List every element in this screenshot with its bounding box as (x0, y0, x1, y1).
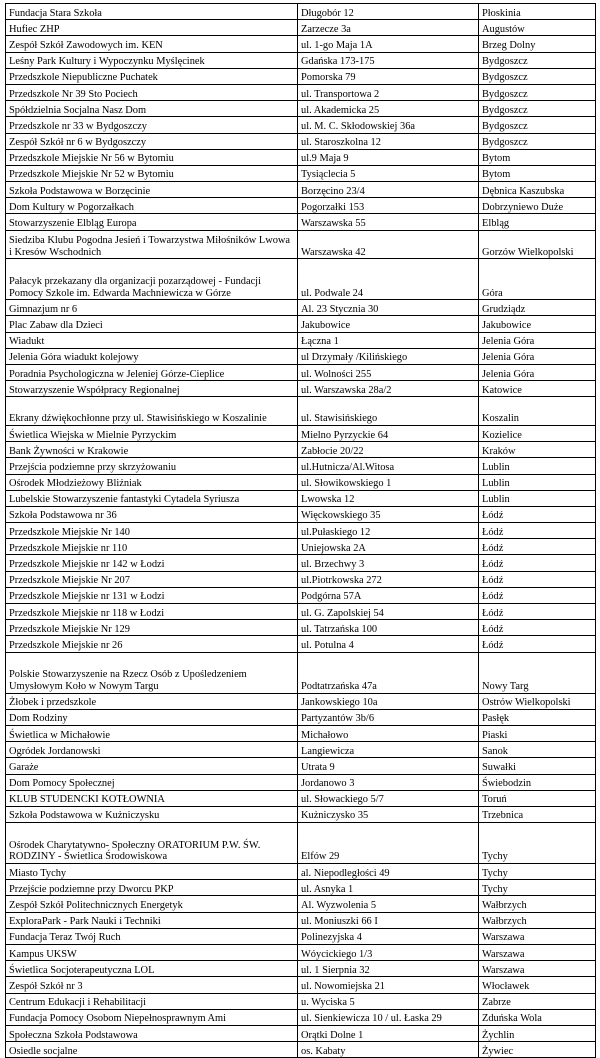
city-cell: Dębnica Kaszubska (479, 182, 596, 198)
address-cell: Kużniczysko 35 (298, 806, 479, 822)
organization-name-cell: Szkoła Podstawowa w Kużniczysku (6, 806, 298, 822)
city-cell: Żychlin (479, 1025, 596, 1041)
address-cell: ul. Moniuszki 66 I (298, 912, 479, 928)
address-cell: ul. Akademicka 25 (298, 101, 479, 117)
address-cell: ul. Stawisińskiego (298, 397, 479, 426)
city-cell: Żywiec (479, 1042, 596, 1058)
city-cell: Wałbrzych (479, 912, 596, 928)
organization-name-cell: Przedszkole Miejskie Nr 129 (6, 620, 298, 636)
organization-name-cell: Dom Rodziny (6, 709, 298, 725)
city-cell: Lublin (479, 474, 596, 490)
city-cell: Katowice (479, 381, 596, 397)
address-cell: Zabłocie 20/22 (298, 442, 479, 458)
address-cell: ul. Brzechwy 3 (298, 555, 479, 571)
table-row (6, 880, 596, 896)
organization-name-cell: Dom Pomocy Społecznej (6, 774, 298, 790)
table-row (6, 725, 596, 741)
organization-name-cell: Zespół Szkół nr 3 (6, 977, 298, 993)
table-row (6, 1025, 596, 1041)
address-cell: ul. Słowikowskiego 1 (298, 474, 479, 490)
organization-name-cell: Przedszkole Miejskie Nr 52 w Bytomiu (6, 165, 298, 181)
address-cell: Elfów 29 (298, 823, 479, 864)
table-row (6, 316, 596, 332)
table-row (6, 259, 596, 300)
organization-name-cell: Osiedle socjalne (6, 1042, 298, 1058)
address-cell: Partyzantów 3b/6 (298, 709, 479, 725)
organization-name-cell: Ekrany dźwiękochłonne przy ul. Stawisińskiego w Koszalinie (6, 397, 298, 426)
organization-name-cell: Bank Żywności w Krakowie (6, 442, 298, 458)
table-row (6, 397, 596, 426)
address-cell: Lwowska 12 (298, 490, 479, 506)
city-cell: Wałbrzych (479, 896, 596, 912)
organization-name-cell: Poradnia Psychologiczna w Jeleniej Górze-Cieplice (6, 364, 298, 380)
table-row (6, 490, 596, 506)
table-row (6, 928, 596, 944)
city-cell: Kozielice (479, 425, 596, 441)
city-cell: Łódź (479, 523, 596, 539)
address-cell: Tysiąclecia 5 (298, 165, 479, 181)
city-cell: Kraków (479, 442, 596, 458)
table-row (6, 523, 596, 539)
organization-name-cell: Przedszkole Nr 39 Sto Pociech (6, 84, 298, 100)
city-cell: Płoskinia (479, 4, 596, 20)
city-cell: Tychy (479, 880, 596, 896)
table-row (6, 758, 596, 774)
city-cell: Ostrów Wielkopolski (479, 693, 596, 709)
table-row (6, 381, 596, 397)
organization-name-cell: Jelenia Góra wiadukt kolejowy (6, 348, 298, 364)
address-cell: Polinezyjska 4 (298, 928, 479, 944)
organization-name-cell: Społeczna Szkoła Podstawowa (6, 1025, 298, 1041)
table-row (6, 693, 596, 709)
table-row (6, 742, 596, 758)
table-row (6, 84, 596, 100)
city-cell: Warszawa (479, 961, 596, 977)
city-cell: Bydgoszcz (479, 52, 596, 68)
organization-name-cell: Fundacja Pomocy Osobom Niepełnosprawnym Ami (6, 1009, 298, 1025)
organization-name-cell: Świetlica Wiejska w Mielnie Pyrzyckim (6, 425, 298, 441)
organization-name-cell: Przejście podziemne przy Dworcu PKP (6, 880, 298, 896)
table-row (6, 636, 596, 652)
address-cell: Długobór 12 (298, 4, 479, 20)
city-cell: Sanok (479, 742, 596, 758)
organization-name-cell: Stowarzyszenie Współpracy Regionalnej (6, 381, 298, 397)
table-row (6, 912, 596, 928)
table-row (6, 774, 596, 790)
organization-name-cell: Przedszkole Miejskie nr 131 w Łodzi (6, 587, 298, 603)
table-row (6, 117, 596, 133)
address-cell: ul.Pułaskiego 12 (298, 523, 479, 539)
organization-name-cell: Wiadukt (6, 332, 298, 348)
city-cell: Tychy (479, 823, 596, 864)
table-row (6, 149, 596, 165)
table-row (6, 571, 596, 587)
address-cell: Wóycickiego 1/3 (298, 945, 479, 961)
address-cell: Więckowskiego 35 (298, 506, 479, 522)
city-cell: Łódź (479, 636, 596, 652)
table-row (6, 604, 596, 620)
address-cell: ul. Wolności 255 (298, 364, 479, 380)
table-row (6, 332, 596, 348)
address-cell: Michałowo (298, 725, 479, 741)
table-row (6, 20, 596, 36)
address-cell: ul. M. C. Skłodowskiej 36a (298, 117, 479, 133)
locations-table-body (6, 4, 596, 1058)
organization-name-cell: Garaże (6, 758, 298, 774)
organization-name-cell: Przedszkole Miejskie Nr 207 (6, 571, 298, 587)
table-row (6, 806, 596, 822)
address-cell: ul. Sienkiewicza 10 / ul. Łaska 29 (298, 1009, 479, 1025)
table-row (6, 364, 596, 380)
city-cell: Łódź (479, 555, 596, 571)
city-cell: Warszawa (479, 928, 596, 944)
city-cell: Bydgoszcz (479, 101, 596, 117)
address-cell: Warszawska 42 (298, 230, 479, 259)
organization-name-cell: Szkoła Podstawowa w Borzęcinie (6, 182, 298, 198)
table-row (6, 1009, 596, 1025)
city-cell: Grudziądz (479, 300, 596, 316)
table-row (6, 474, 596, 490)
table-row (6, 539, 596, 555)
city-cell: Łódź (479, 571, 596, 587)
table-row (6, 182, 596, 198)
address-cell: Zarzecze 3a (298, 20, 479, 36)
address-cell: Podtatrzańska 47a (298, 652, 479, 693)
address-cell: ul. Potulna 4 (298, 636, 479, 652)
table-row (6, 977, 596, 993)
address-cell: ul. 1 Sierpnia 32 (298, 961, 479, 977)
organization-name-cell: Spółdzielnia Socjalna Nasz Dom (6, 101, 298, 117)
city-cell: Koszalin (479, 397, 596, 426)
address-cell: ul.9 Maja 9 (298, 149, 479, 165)
city-cell: Toruń (479, 790, 596, 806)
city-cell: Piaski (479, 725, 596, 741)
table-row (6, 101, 596, 117)
address-cell: Mielno Pyrzyckie 64 (298, 425, 479, 441)
city-cell: Łódź (479, 620, 596, 636)
address-cell: ul. Staroszkolna 12 (298, 133, 479, 149)
organization-name-cell: Świetlica Socjoterapeutyczna LOL (6, 961, 298, 977)
address-cell: Warszawska 55 (298, 214, 479, 230)
address-cell: ul. Nowomiejska 21 (298, 977, 479, 993)
city-cell: Jelenia Góra (479, 364, 596, 380)
table-row (6, 36, 596, 52)
city-cell: Bytom (479, 149, 596, 165)
city-cell: Bydgoszcz (479, 133, 596, 149)
table-row (6, 458, 596, 474)
table-row (6, 300, 596, 316)
table-row (6, 68, 596, 84)
city-cell: Elbląg (479, 214, 596, 230)
address-cell: ul. Transportowa 2 (298, 84, 479, 100)
address-cell: ul. 1-go Maja 1A (298, 36, 479, 52)
table-row (6, 1042, 596, 1058)
city-cell: Gorzów Wielkopolski (479, 230, 596, 259)
organization-name-cell: Przedszkole Miejskie nr 110 (6, 539, 298, 555)
organization-name-cell: Przedszkole Miejskie Nr 140 (6, 523, 298, 539)
table-row (6, 425, 596, 441)
organization-name-cell: Przejścia podziemne przy skrzyżowaniu (6, 458, 298, 474)
table-row (6, 506, 596, 522)
address-cell: Jordanowo 3 (298, 774, 479, 790)
table-row (6, 790, 596, 806)
organization-name-cell: Lubelskie Stowarzyszenie fantastyki Cytadela Syriusza (6, 490, 298, 506)
address-cell: os. Kabaty (298, 1042, 479, 1058)
city-cell: Świebodzin (479, 774, 596, 790)
city-cell: Jelenia Góra (479, 348, 596, 364)
city-cell: Bydgoszcz (479, 117, 596, 133)
address-cell: Jankowskiego 10a (298, 693, 479, 709)
address-cell: Podgórna 57A (298, 587, 479, 603)
address-cell: ul. Słowackiego 5/7 (298, 790, 479, 806)
organization-name-cell: KLUB STUDENCKI KOTŁOWNIA (6, 790, 298, 806)
table-row (6, 214, 596, 230)
address-cell: ul.Piotrkowska 272 (298, 571, 479, 587)
address-cell: Langiewicza (298, 742, 479, 758)
city-cell: Łódź (479, 604, 596, 620)
table-row (6, 230, 596, 259)
organization-name-cell: Hufiec ZHP (6, 20, 298, 36)
address-cell: ul Drzymały /Kilińskiego (298, 348, 479, 364)
table-row (6, 348, 596, 364)
organization-name-cell: Centrum Edukacji i Rehabilitacji (6, 993, 298, 1009)
organization-name-cell: Fundacja Stara Szkoła (6, 4, 298, 20)
organization-name-cell: Zespół Szkół Zawodowych im. KEN (6, 36, 298, 52)
address-cell: Pogorzałki 153 (298, 198, 479, 214)
city-cell: Dobrzyniewo Duże (479, 198, 596, 214)
address-cell: Pomorska 79 (298, 68, 479, 84)
table-row (6, 709, 596, 725)
city-cell: Jelenia Góra (479, 332, 596, 348)
address-cell: Al. Wyzwolenia 5 (298, 896, 479, 912)
city-cell: Augustów (479, 20, 596, 36)
organization-name-cell: Przedszkole Miejskie nr 142 w Łodzi (6, 555, 298, 571)
city-cell: Tychy (479, 864, 596, 880)
address-cell: u. Wyciska 5 (298, 993, 479, 1009)
organization-name-cell: Polskie Stowarzyszenie na Rzecz Osób z Upośledzeniem Umysłowym Koło w Nowym Targu (6, 652, 298, 693)
city-cell: Trzebnica (479, 806, 596, 822)
city-cell: Łódź (479, 539, 596, 555)
table-row (6, 4, 596, 20)
organization-name-cell: Pałacyk przekazany dla organizacji pozarządowej - Fundacji Pomocy Szkole im. Edwarda Machniewicza w Górze (6, 259, 298, 300)
organization-name-cell: Leśny Park Kultury i Wypoczynku Myślęcinek (6, 52, 298, 68)
organization-name-cell: Przedszkole Niepubliczne Puchatek (6, 68, 298, 84)
organization-name-cell: Miasto Tychy (6, 864, 298, 880)
table-row (6, 896, 596, 912)
organization-name-cell: Zespół Szkół nr 6 w Bydgoszczy (6, 133, 298, 149)
organization-name-cell: Stowarzyszenie Elbląg Europa (6, 214, 298, 230)
address-cell: ul. Podwale 24 (298, 259, 479, 300)
city-cell: Pasłęk (479, 709, 596, 725)
city-cell: Zduńska Wola (479, 1009, 596, 1025)
table-row (6, 52, 596, 68)
city-cell: Warszawa (479, 945, 596, 961)
address-cell: ul. Tatrzańska 100 (298, 620, 479, 636)
address-cell: Gdańska 173-175 (298, 52, 479, 68)
city-cell: Góra (479, 259, 596, 300)
organization-name-cell: Przedszkole Miejskie nr 26 (6, 636, 298, 652)
table-row (6, 587, 596, 603)
organization-name-cell: Fundacja Teraz Twój Ruch (6, 928, 298, 944)
organization-name-cell: Plac Zabaw dla Dzieci (6, 316, 298, 332)
address-cell: Borzęcino 23/4 (298, 182, 479, 198)
table-row (6, 961, 596, 977)
table-row (6, 652, 596, 693)
address-cell: Orątki Dolne 1 (298, 1025, 479, 1041)
table-row (6, 993, 596, 1009)
organization-name-cell: ExploraPark - Park Nauki i Techniki (6, 912, 298, 928)
locations-table (5, 3, 596, 1058)
table-row (6, 133, 596, 149)
city-cell: Włocławek (479, 977, 596, 993)
organization-name-cell: Przedszkole Miejskie nr 118 w Łodzi (6, 604, 298, 620)
address-cell: ul. G. Zapolskiej 54 (298, 604, 479, 620)
address-cell: Uniejowska 2A (298, 539, 479, 555)
table-row (6, 864, 596, 880)
organization-name-cell: Świetlica w Michałowie (6, 725, 298, 741)
table-row (6, 198, 596, 214)
address-cell: Al. 23 Stycznia 30 (298, 300, 479, 316)
table-row (6, 555, 596, 571)
address-cell: ul.Hutnicza/Al.Witosa (298, 458, 479, 474)
table-row (6, 823, 596, 864)
city-cell: Brzeg Dolny (479, 36, 596, 52)
organization-name-cell: Zespół Szkół Politechnicznych Energetyk (6, 896, 298, 912)
organization-name-cell: Przedszkole Miejskie Nr 56 w Bytomiu (6, 149, 298, 165)
address-cell: al. Niepodległości 49 (298, 864, 479, 880)
address-cell: ul. Warszawska 28a/2 (298, 381, 479, 397)
address-cell: ul. Asnyka 1 (298, 880, 479, 896)
city-cell: Bydgoszcz (479, 84, 596, 100)
table-row (6, 442, 596, 458)
organization-name-cell: Dom Kultury w Pogorzałkach (6, 198, 298, 214)
organization-name-cell: Przedszkole nr 33 w Bydgoszczy (6, 117, 298, 133)
organization-name-cell: Gimnazjum nr 6 (6, 300, 298, 316)
city-cell: Lublin (479, 490, 596, 506)
city-cell: Bydgoszcz (479, 68, 596, 84)
address-cell: Utrata 9 (298, 758, 479, 774)
city-cell: Zabrze (479, 993, 596, 1009)
city-cell: Suwałki (479, 758, 596, 774)
city-cell: Łódź (479, 506, 596, 522)
city-cell: Bytom (479, 165, 596, 181)
city-cell: Nowy Targ (479, 652, 596, 693)
table-row (6, 165, 596, 181)
address-cell: Łączna 1 (298, 332, 479, 348)
organization-name-cell: Szkoła Podstawowa nr 36 (6, 506, 298, 522)
city-cell: Łódź (479, 587, 596, 603)
address-cell: Jakubowice (298, 316, 479, 332)
organization-name-cell: Ośrodek Charytatywno- Społeczny ORATORIUM P.W. ŚW. RODZINY - Świetlica Środowiskowa (6, 823, 298, 864)
organization-name-cell: Żłobek i przedszkole (6, 693, 298, 709)
city-cell: Jakubowice (479, 316, 596, 332)
organization-name-cell: Ośrodek Młodzieżowy Bliźniak (6, 474, 298, 490)
organization-name-cell: Kampus UKSW (6, 945, 298, 961)
city-cell: Lublin (479, 458, 596, 474)
table-row (6, 945, 596, 961)
table-row (6, 620, 596, 636)
organization-name-cell: Ogródek Jordanowski (6, 742, 298, 758)
organization-name-cell: Siedziba Klubu Pogodna Jesień i Towarzystwa Miłośników Lwowa i Kresów Wschodnich (6, 230, 298, 259)
